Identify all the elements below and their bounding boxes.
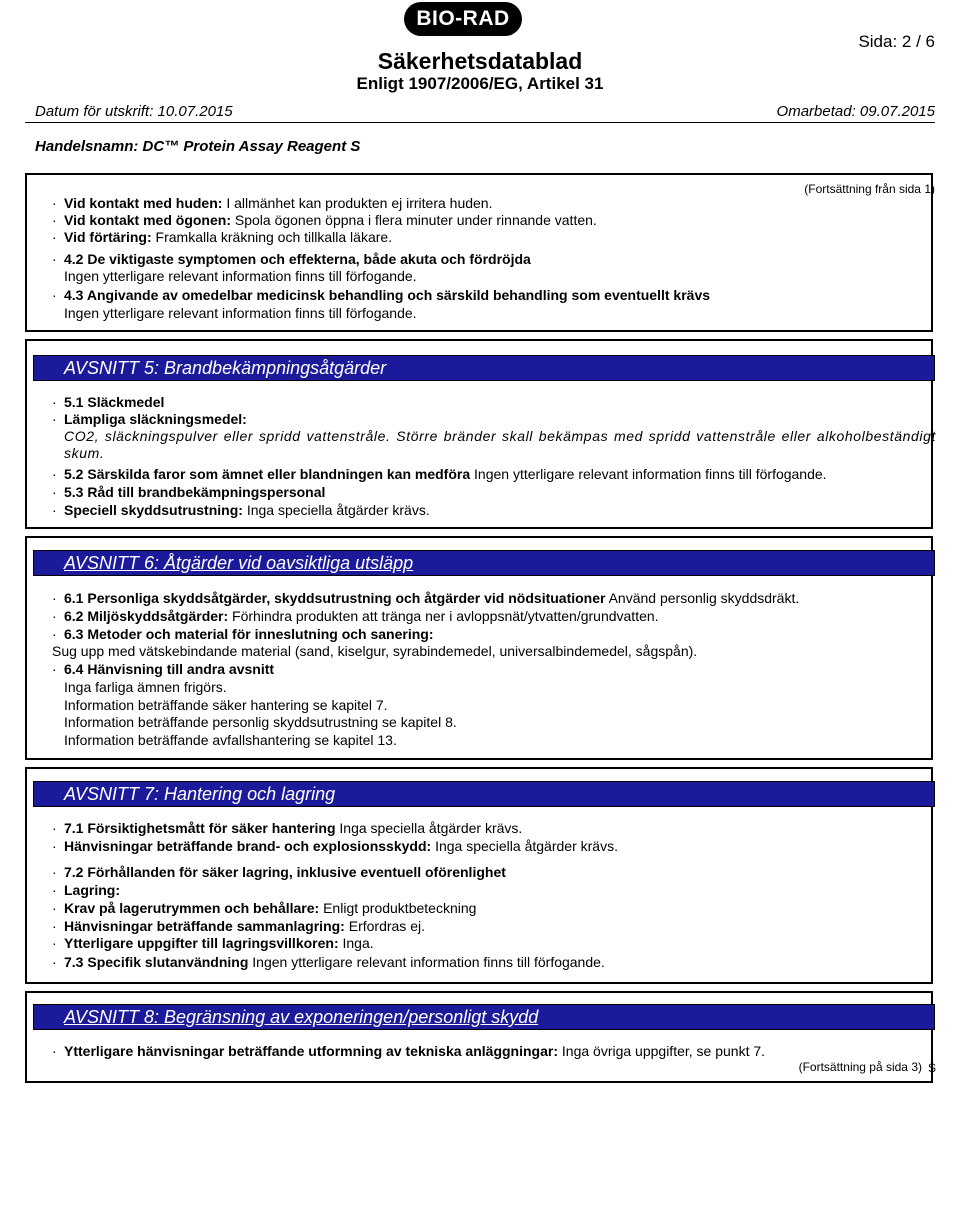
skin-contact-line: · Vid kontakt med huden: I allmänhet kan produkten ej irritera huden.: [52, 195, 493, 211]
continued-from-note: (Fortsättning från sida 1): [804, 182, 935, 196]
storage-label: · Lagring:: [52, 882, 120, 898]
heading-7-3: · 7.3 Specifik slutanvändning Ingen ytterligare relevant information finns till förfogande.: [52, 954, 605, 970]
text-4-3: Ingen ytterligare relevant information finns till förfogande.: [64, 305, 417, 321]
text-6-4-a: Inga farliga ämnen frigörs.: [64, 679, 227, 695]
text-4-2: Ingen ytterligare relevant information finns till förfogande.: [64, 268, 417, 284]
page-number: Sida: 2 / 6: [858, 32, 935, 51]
heading-6-2: · 6.2 Miljöskyddsåtgärder: Förhindra produkten att tränga ner i avloppsnät/ytvatten/grundvatten.: [52, 608, 659, 624]
technical-design-line: · Ytterligare hänvisningar beträffande utformning av tekniska anläggningar: Inga övriga uppgifter, se punkt 7.: [52, 1043, 766, 1059]
heading-5-1: · 5.1 Släckmedel: [52, 394, 165, 410]
heading-6-1: · 6.1 Personliga skyddsåtgärder, skyddsutrustning och åtgärder vid nödsituationer Använd personlig skyddsdräkt.: [52, 590, 800, 606]
text-6-4-c: Information beträffande personlig skyddsutrustning se kapitel 8.: [64, 714, 457, 730]
heading-5-3: · 5.3 Råd till brandbekämpningspersonal: [52, 484, 326, 500]
fire-explosion-line: · Hänvisningar beträffande brand- och explosionsskydd: Inga speciella åtgärder krävs.: [52, 838, 618, 854]
ingestion-line: · Vid förtäring: Framkalla kräkning och tillkalla läkare.: [52, 229, 393, 245]
document-title: Säkerhetsdatablad: [377, 48, 583, 74]
further-storage-line: · Ytterligare uppgifter till lagringsvillkoren: Inga.: [52, 935, 374, 951]
footer-mark: S: [927, 1061, 936, 1075]
heading-6-3: · 6.3 Metoder och material för inneslutning och sanering:: [52, 626, 434, 642]
section-7-title: AVSNITT 7: Hantering och lagring: [33, 781, 935, 807]
continued-on-note: (Fortsättning på sida 3): [798, 1060, 922, 1074]
suitable-media-label: · Lämpliga släckningsmedel:: [52, 411, 247, 427]
storage-requirements-line: · Krav på lagerutrymmen och behållare: Enligt produktbeteckning: [52, 900, 477, 916]
bio-rad-logo: BIO-RAD: [404, 2, 522, 36]
text-6-4-b: Information beträffande säker hantering se kapitel 7.: [64, 697, 388, 713]
heading-4-3: · 4.3 Angivande av omedelbar medicinsk behandling och särskild behandling som eventuellt krävs: [52, 287, 711, 303]
heading-6-4: · 6.4 Hänvisning till andra avsnitt: [52, 661, 275, 677]
section-5-title: AVSNITT 5: Brandbekämpningsåtgärder: [33, 355, 935, 381]
heading-7-2: · 7.2 Förhållanden för säker lagring, inklusive eventuell oförenlighet: [52, 864, 506, 880]
trade-name: Handelsnamn: DC™ Protein Assay Reagent S: [35, 138, 361, 155]
text-6-4-d: Information beträffande avfallshantering se kapitel 13.: [64, 732, 397, 748]
eye-contact-line: · Vid kontakt med ögonen: Spola ögonen öppna i flera minuter under rinnande vatten.: [52, 212, 597, 228]
joint-storage-line: · Hänvisningar beträffande sammanlagring: Erfordras ej.: [52, 918, 425, 934]
heading-5-2: · 5.2 Särskilda faror som ämnet eller blandningen kan medföra Ingen ytterligare relevant information finns till förfogande.: [52, 466, 827, 482]
heading-7-1: · 7.1 Försiktighetsmått för säker hantering Inga speciella åtgärder krävs.: [52, 820, 523, 836]
special-equipment-line: · Speciell skyddsutrustning: Inga speciella åtgärder krävs.: [52, 502, 430, 518]
header-divider: [25, 122, 935, 123]
document-subtitle: Enligt 1907/2006/EG, Artikel 31: [356, 74, 604, 93]
print-date: Datum för utskrift: 10.07.2015: [35, 103, 233, 120]
text-6-3: Sug upp med vätskebindande material (sand, kiselgur, syrabindemedel, universalbindemedel, sågspån).: [52, 643, 698, 659]
section-6-title: AVSNITT 6: Åtgärder vid oavsiktliga utsläpp: [33, 550, 935, 576]
suitable-media-text: CO2, släckningspulver eller spridd vattenstråle. Större bränder skall bekämpas med spridd vattenstråle eller alkoholbeständigt skum.: [64, 428, 936, 461]
section-8-title: AVSNITT 8: Begränsning av exponeringen/personligt skydd: [33, 1004, 935, 1030]
revised-date: Omarbetad: 09.07.2015: [776, 103, 935, 120]
heading-4-2: · 4.2 De viktigaste symptomen och effekterna, både akuta och fördröjda: [52, 251, 531, 267]
